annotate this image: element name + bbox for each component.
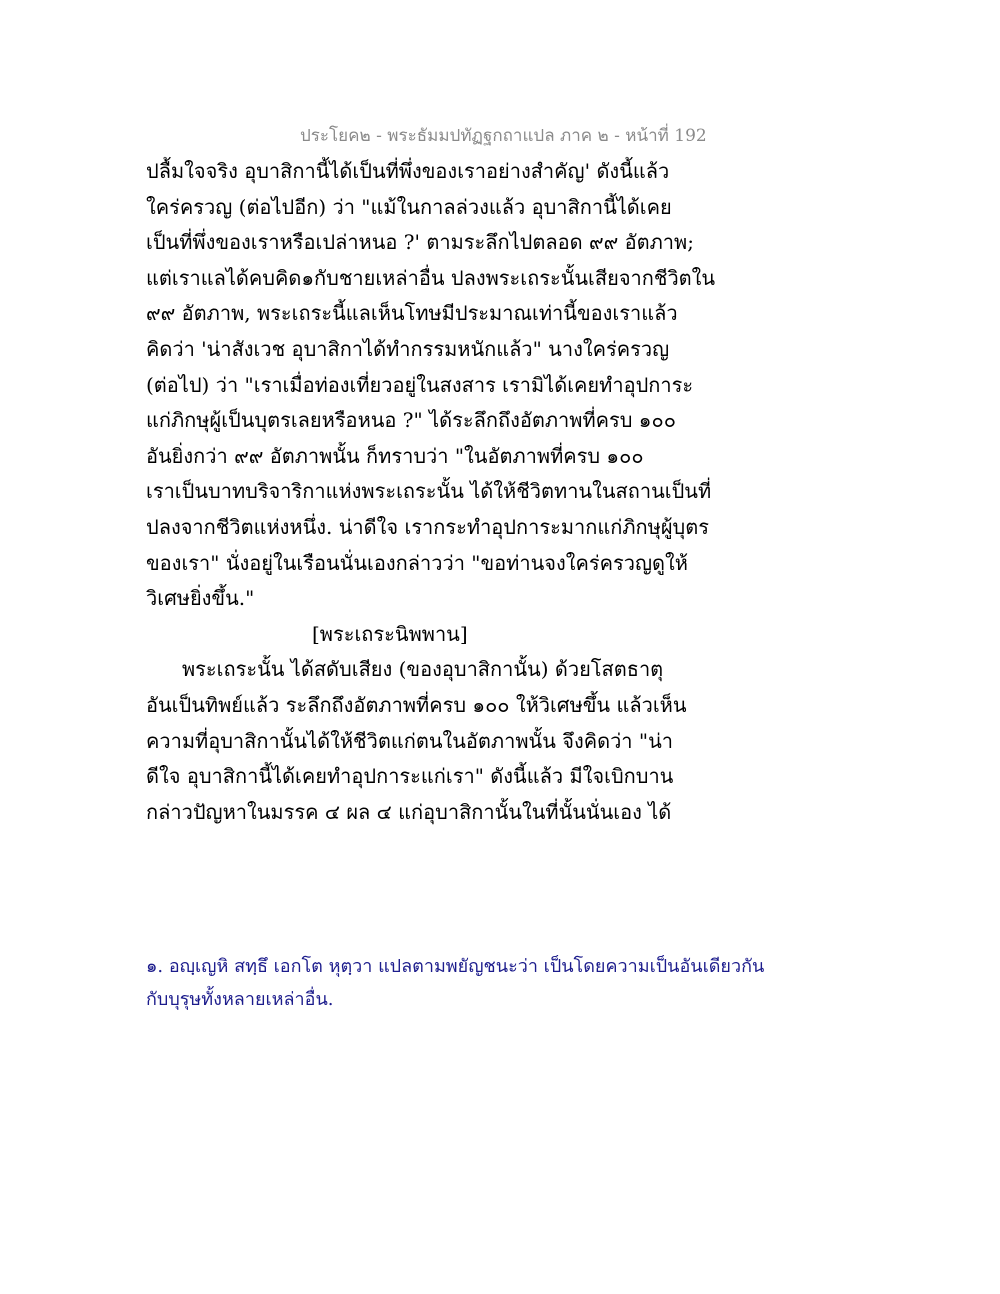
running-header: ประโยค๒ - พระธัมมปทัฏฐกถาแปล ภาค ๒ - หน้าที่ 192 <box>300 126 707 146</box>
body-line: ปลงจากชีวิตแห่งหนึ่ง. น่าดีใจ เรากระทำอุปการะมากแก่ภิกษุผู้บุตร <box>146 514 709 539</box>
body-line: กล่าวปัญหาในมรรค ๔ ผล ๔ แก่อุบาสิกานั้นในที่นั้นนั่นเอง ได้ <box>146 799 672 824</box>
footnote <box>146 950 786 1016</box>
body-text <box>146 154 716 830</box>
body-line: แต่เราแลได้คบคิด๑กับชายเหล่าอื่น ปลงพระเถระนั้นเสียจากชีวิตใน <box>146 265 716 290</box>
body-line: ของเรา" นั่งอยู่ในเรือนนั่นเองกล่าวว่า "ขอท่านจงใคร่ครวญดูให้ <box>146 550 688 575</box>
body-line: ๙๙ อัตภาพ, พระเถระนี้แลเห็นโทษมีประมาณเท่านี้ของเราแล้ว <box>146 301 678 326</box>
body-line: เราเป็นบาทบริจาริกาแห่งพระเถระนั้น ได้ให้ชีวิตทานในสถานเป็นที่ <box>146 479 712 504</box>
body-line: (ต่อไป) ว่า "เราเมื่อท่องเที่ยวอยู่ในสงสาร เรามิได้เคยทำอุปการะ <box>146 372 694 397</box>
body-line: ดีใจ อุบาสิกานี้ได้เคยทำอุปการะแก่เรา" ดังนี้แล้ว มีใจเบิกบาน <box>146 764 674 789</box>
body-line: เป็นที่พึ่งของเราหรือเปล่าหนอ ?' ตามระลึกไปตลอด ๙๙ อัตภาพ; <box>146 230 694 255</box>
section-heading: [พระเถระนิพพาน] <box>312 621 468 646</box>
body-line: พระเถระนั้น ได้สดับเสียง (ของอุบาสิกานั้น) ด้วยโสตธาตุ <box>182 657 664 682</box>
body-line: ใคร่ครวญ (ต่อไปอีก) ว่า "แม้ในกาลล่วงแล้ว อุบาสิกานี้ได้เคย <box>146 194 672 219</box>
footnote-line: ๑. อญฺเญหิ สทฺธึ เอกโต หุตฺวา แปลตามพยัญชนะว่า เป็นโดยความเป็นอันเดียวกัน <box>146 956 765 977</box>
body-line: อันยิ่งกว่า ๙๙ อัตภาพนั้น ก็ทราบว่า "ในอัตภาพที่ครบ ๑๐๐ <box>146 443 644 468</box>
body-line: ความที่อุบาสิกานั้นได้ให้ชีวิตแก่ตนในอัตภาพนั้น จึงคิดว่า "น่า <box>146 728 673 753</box>
body-line: คิดว่า 'น่าสังเวช อุบาสิกาได้ทำกรรมหนักแล้ว" นางใคร่ครวญ <box>146 336 670 361</box>
body-line: แก่ภิกษุผู้เป็นบุตรเลยหรือหนอ ?" ได้ระลึกถึงอัตภาพที่ครบ ๑๐๐ <box>146 408 676 433</box>
body-line: วิเศษยิ่งขึ้น." <box>146 586 255 611</box>
footnote-line: กับบุรุษทั้งหลายเหล่าอื่น. <box>146 989 334 1010</box>
body-line: ปลื้มใจจริง อุบาสิกานี้ได้เป็นที่พึ่งของเราอย่างสำคัญ' ดังนี้แล้ว <box>146 159 670 183</box>
body-line: อันเป็นทิพย์แล้ว ระลึกถึงอัตภาพที่ครบ ๑๐๐ ให้วิเศษขึ้น แล้วเห็น <box>146 692 687 717</box>
